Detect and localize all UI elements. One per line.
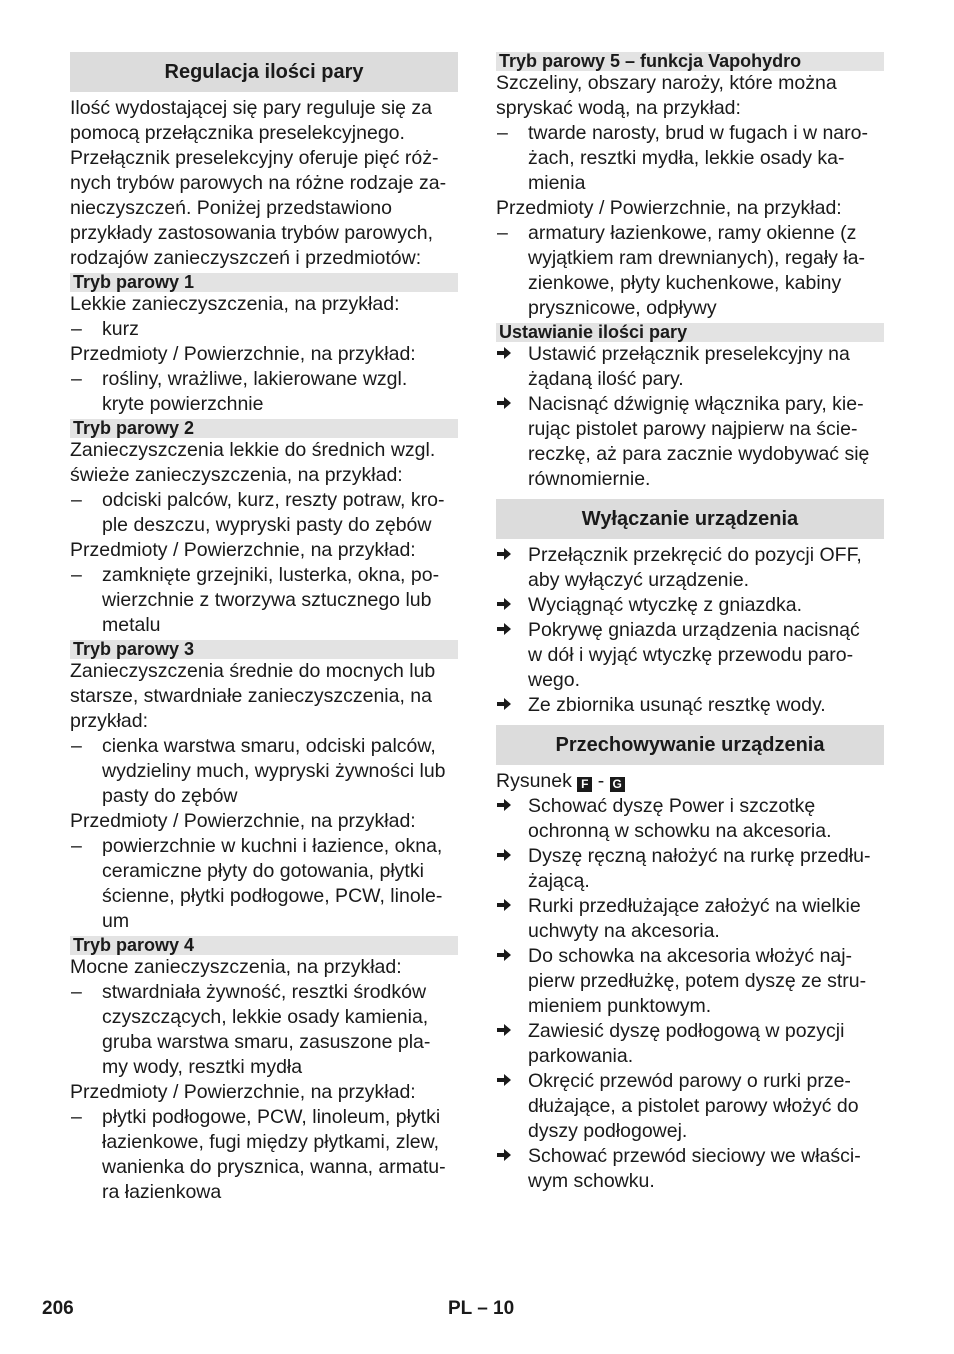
step-item xyxy=(496,618,884,693)
step-item xyxy=(496,944,884,1019)
section-title-shutdown: Wyłączanie urządzenia xyxy=(496,499,884,539)
heading-steam-mode-2: Tryb parowy 2 xyxy=(70,419,458,438)
item-line: dyszy podłogowej. xyxy=(528,1120,688,1142)
text-line: przykłady zastosowania trybów parowych, xyxy=(70,222,434,244)
mode4-intro: Mocne zanieczyszczenia, na przykład: xyxy=(70,956,402,978)
text-line: pomocą przełącznika preselekcyjnego. xyxy=(70,122,405,144)
list-dash: – xyxy=(71,368,82,390)
item-line: Wyciągnąć wtyczkę z gniazdka. xyxy=(528,594,803,616)
item-line: gruba warstwa smaru, zasuszone pla- xyxy=(102,1031,431,1053)
item-line: pierw przedłużkę, potem dyszę ze stru- xyxy=(528,970,867,992)
step-marker xyxy=(496,1144,512,1169)
item-line: płytki podłogowe, PCW, linoleum, płytki xyxy=(102,1106,441,1128)
mode3-dirt-list xyxy=(70,734,458,809)
item-line: wyjątkiem ram drewnianych), regały ła- xyxy=(528,247,866,269)
item-line: Nacisnąć dźwignię włącznika pary, kie- xyxy=(528,393,864,415)
heading-steam-mode-5: Tryb parowy 5 – funkcja Vapohydro xyxy=(496,52,884,71)
heading-steam-mode-4: Tryb parowy 4 xyxy=(70,936,458,955)
item-line: Ze zbiornika usunąć resztkę wody. xyxy=(528,694,826,716)
arrow-right-icon xyxy=(496,1147,512,1163)
item-line: Przełącznik przekręcić do pozycji OFF, xyxy=(528,544,862,566)
item-line: prysznicowe, odpływy xyxy=(528,297,717,319)
item-line: w dół i wyjąć wtyczkę przewodu paro- xyxy=(528,644,854,666)
step-marker xyxy=(496,618,512,643)
step-item xyxy=(496,844,884,894)
mode1-dirt-list xyxy=(70,317,458,342)
step-marker xyxy=(496,1069,512,1094)
step-marker xyxy=(496,593,512,618)
mode4-objects-intro: Przedmioty / Powierzchnie, na przykład: xyxy=(70,1081,416,1103)
arrow-right-icon xyxy=(496,847,512,863)
heading-steam-mode-3: Tryb parowy 3 xyxy=(70,640,458,659)
item-line: uchwyty na akcesoria. xyxy=(528,920,720,942)
item-line: metalu xyxy=(102,614,161,636)
item-line: Dyszę ręczną nałożyć na rurkę przedłu- xyxy=(528,845,871,867)
item-line: wego. xyxy=(528,669,581,691)
list-item xyxy=(70,367,458,417)
step-item xyxy=(496,392,884,492)
mode1-objects-list xyxy=(70,367,458,417)
item-line: Schować przewód sieciowy we właści- xyxy=(528,1145,861,1167)
step-marker xyxy=(496,392,512,417)
item-line: mienia xyxy=(528,172,586,194)
step-item xyxy=(496,593,884,618)
mode5-intro xyxy=(496,71,884,121)
text-line: przykład: xyxy=(70,710,149,732)
item-line: zamknięte grzejniki, lusterka, okna, po- xyxy=(102,564,440,586)
arrow-right-icon xyxy=(496,345,512,361)
arrow-right-icon xyxy=(496,546,512,562)
item-line: pasty do zębów xyxy=(102,785,238,807)
item-line: my wody, resztki mydła xyxy=(102,1056,303,1078)
list-dash: – xyxy=(71,564,82,586)
item-line: odciski palców, kurz, reszty potraw, kro- xyxy=(102,489,445,511)
text-line: starsze, stwardniałe zanieczyszczenia, na xyxy=(70,685,432,707)
text-line: nych trybów parowych na różne rodzaje za- xyxy=(70,172,447,194)
step-item xyxy=(496,1069,884,1144)
item-line: równomiernie. xyxy=(528,468,651,490)
item-line: żach, resztki mydła, lekkie osady ka- xyxy=(528,147,845,169)
set-steam-steps xyxy=(496,342,884,492)
item-line: powierzchnie w kuchni i łazience, okna, xyxy=(102,835,443,857)
step-item xyxy=(496,894,884,944)
list-dash: – xyxy=(71,735,82,757)
text-line: świeże zanieczyszczenia, na przykład: xyxy=(70,464,403,486)
text-line: rodzajów zanieczyszczeń i przedmiotów: xyxy=(70,247,422,269)
list-item xyxy=(70,1105,458,1205)
item-line: Pokrywę gniazda urządzenia nacisnąć xyxy=(528,619,860,641)
item-line: kryte powierzchnie xyxy=(102,393,264,415)
item-line: czyszczących, lekkie osady kamienia, xyxy=(102,1006,429,1028)
text-line: Zanieczyszczenia lekkie do średnich wzgl. xyxy=(70,439,436,461)
step-marker xyxy=(496,844,512,869)
arrow-right-icon xyxy=(496,947,512,963)
item-line: wanienka do prysznica, wanna, armatu- xyxy=(102,1156,446,1178)
step-item xyxy=(496,1144,884,1194)
left-column xyxy=(70,52,458,1205)
list-item xyxy=(496,221,884,321)
text-line: Zanieczyszczenia średnie do mocnych lub xyxy=(70,660,436,682)
list-dash: – xyxy=(497,122,508,144)
step-item xyxy=(496,693,884,718)
mode2-dirt-list xyxy=(70,488,458,538)
list-item xyxy=(70,980,458,1080)
figure-g-icon: G xyxy=(610,777,625,792)
step-marker xyxy=(496,894,512,919)
arrow-right-icon xyxy=(496,621,512,637)
list-dash: – xyxy=(71,1106,82,1128)
section-reference: PL – 10 xyxy=(448,1298,515,1319)
item-line: rośliny, wrażliwe, lakierowane wzgl. xyxy=(102,368,408,390)
step-item xyxy=(496,1019,884,1069)
mode4-objects-list xyxy=(70,1105,458,1205)
step-marker xyxy=(496,794,512,819)
mode3-objects-intro: Przedmioty / Powierzchnie, na przykład: xyxy=(70,810,416,832)
item-line: kurz xyxy=(102,318,139,340)
step-item xyxy=(496,794,884,844)
section-title-storage: Przechowywanie urządzenia xyxy=(496,725,884,765)
figure-separator: - xyxy=(597,770,605,792)
item-line: ple deszczu, wypryski pasty do zębów xyxy=(102,514,432,536)
shutdown-steps xyxy=(496,543,884,718)
step-marker xyxy=(496,543,512,568)
item-line: twarde narosty, brud w fugach i w naro- xyxy=(528,122,868,144)
list-dash: – xyxy=(71,318,82,340)
item-line: Schować dyszę Power i szczotkę xyxy=(528,795,816,817)
storage-steps xyxy=(496,794,884,1194)
section-intro xyxy=(70,96,458,271)
mode3-intro xyxy=(70,659,458,734)
item-line: ochronną w schowku na akcesoria. xyxy=(528,820,832,842)
item-line: ceramiczne płyty do gotowania, płytki xyxy=(102,860,424,882)
item-line: parkowania. xyxy=(528,1045,634,1067)
arrow-right-icon xyxy=(496,696,512,712)
item-line: Do schowka na akcesoria włożyć naj- xyxy=(528,945,853,967)
figure-label: Rysunek xyxy=(496,770,572,792)
item-line: zienkowe, płyty kuchenkowe, kabiny xyxy=(528,272,842,294)
text-line: Szczeliny, obszary naroży, które można xyxy=(496,72,837,94)
item-line: dłużające, a pistolet parowy włożyć do xyxy=(528,1095,859,1117)
step-item xyxy=(496,543,884,593)
item-line: wierzchnie z tworzywa sztucznego lub xyxy=(102,589,432,611)
page-number: 206 xyxy=(42,1298,74,1319)
arrow-right-icon xyxy=(496,1072,512,1088)
item-line: Okręcić przewód parowy o rurki prze- xyxy=(528,1070,851,1092)
mode2-objects-list xyxy=(70,563,458,638)
section-title-steam-regulation: Regulacja ilości pary xyxy=(70,52,458,92)
item-line: stwardniała żywność, resztki środków xyxy=(102,981,427,1003)
text-line: Przełącznik preselekcyjny oferuje pięć róż- xyxy=(70,147,439,169)
mode5-objects-intro: Przedmioty / Powierzchnie, na przykład: xyxy=(496,197,842,219)
mode1-objects-intro: Przedmioty / Powierzchnie, na przykład: xyxy=(70,343,416,365)
item-line: żądaną ilość pary. xyxy=(528,368,684,390)
step-marker xyxy=(496,693,512,718)
mode4-dirt-list xyxy=(70,980,458,1080)
list-item xyxy=(70,317,458,342)
item-line: Zawiesić dyszę podłogową w pozycji xyxy=(528,1020,845,1042)
figure-reference xyxy=(496,769,884,794)
list-item xyxy=(70,834,458,934)
item-line: mieniem punktowym. xyxy=(528,995,712,1017)
item-line: armatury łazienkowe, ramy okienne (z xyxy=(528,222,857,244)
item-line: aby wyłączyć urządzenie. xyxy=(528,569,750,591)
text-line: Ilość wydostającej się pary reguluje się za xyxy=(70,97,433,119)
step-marker xyxy=(496,1019,512,1044)
list-dash: – xyxy=(71,981,82,1003)
arrow-right-icon xyxy=(496,797,512,813)
item-line: Rurki przedłużające założyć na wielkie xyxy=(528,895,861,917)
text-line: nieczyszczeń. Poniżej przedstawiono xyxy=(70,197,392,219)
heading-set-steam: Ustawianie ilości pary xyxy=(496,323,884,342)
arrow-right-icon xyxy=(496,1022,512,1038)
list-item xyxy=(496,121,884,196)
item-line: rując pistolet parowy najpierw na ście- xyxy=(528,418,858,440)
list-dash: – xyxy=(71,489,82,511)
arrow-right-icon xyxy=(496,897,512,913)
mode2-intro xyxy=(70,438,458,488)
list-dash: – xyxy=(497,222,508,244)
text-line: spryskać wodą, na przykład: xyxy=(496,97,741,119)
arrow-right-icon xyxy=(496,596,512,612)
item-line: ścienne, płytki podłogowe, PCW, linole- xyxy=(102,885,443,907)
figure-f-icon: F xyxy=(577,777,592,792)
mode5-objects-list xyxy=(496,221,884,321)
heading-steam-mode-1: Tryb parowy 1 xyxy=(70,273,458,292)
item-line: um xyxy=(102,910,130,932)
item-line: łazienkowe, fugi między płytkami, zlew, xyxy=(102,1131,440,1153)
step-item xyxy=(496,342,884,392)
step-marker xyxy=(496,944,512,969)
item-line: żającą. xyxy=(528,870,590,892)
list-dash: – xyxy=(71,835,82,857)
right-column xyxy=(496,52,884,1194)
mode3-objects-list xyxy=(70,834,458,934)
arrow-right-icon xyxy=(496,395,512,411)
item-line: cienka warstwa smaru, odciski palców, xyxy=(102,735,436,757)
mode2-objects-intro: Przedmioty / Powierzchnie, na przykład: xyxy=(70,539,416,561)
item-line: ra łazienkowa xyxy=(102,1181,222,1203)
mode1-intro: Lekkie zanieczyszczenia, na przykład: xyxy=(70,293,400,315)
list-item xyxy=(70,734,458,809)
item-line: Ustawić przełącznik preselekcyjny na xyxy=(528,343,850,365)
item-line: reczkę, aż para zacznie wydobywać się xyxy=(528,443,870,465)
list-item xyxy=(70,563,458,638)
item-line: wydzieliny much, wypryski żywności lub xyxy=(102,760,446,782)
step-marker xyxy=(496,342,512,367)
item-line: wym schowku. xyxy=(528,1170,655,1192)
mode5-dirt-list xyxy=(496,121,884,196)
list-item xyxy=(70,488,458,538)
